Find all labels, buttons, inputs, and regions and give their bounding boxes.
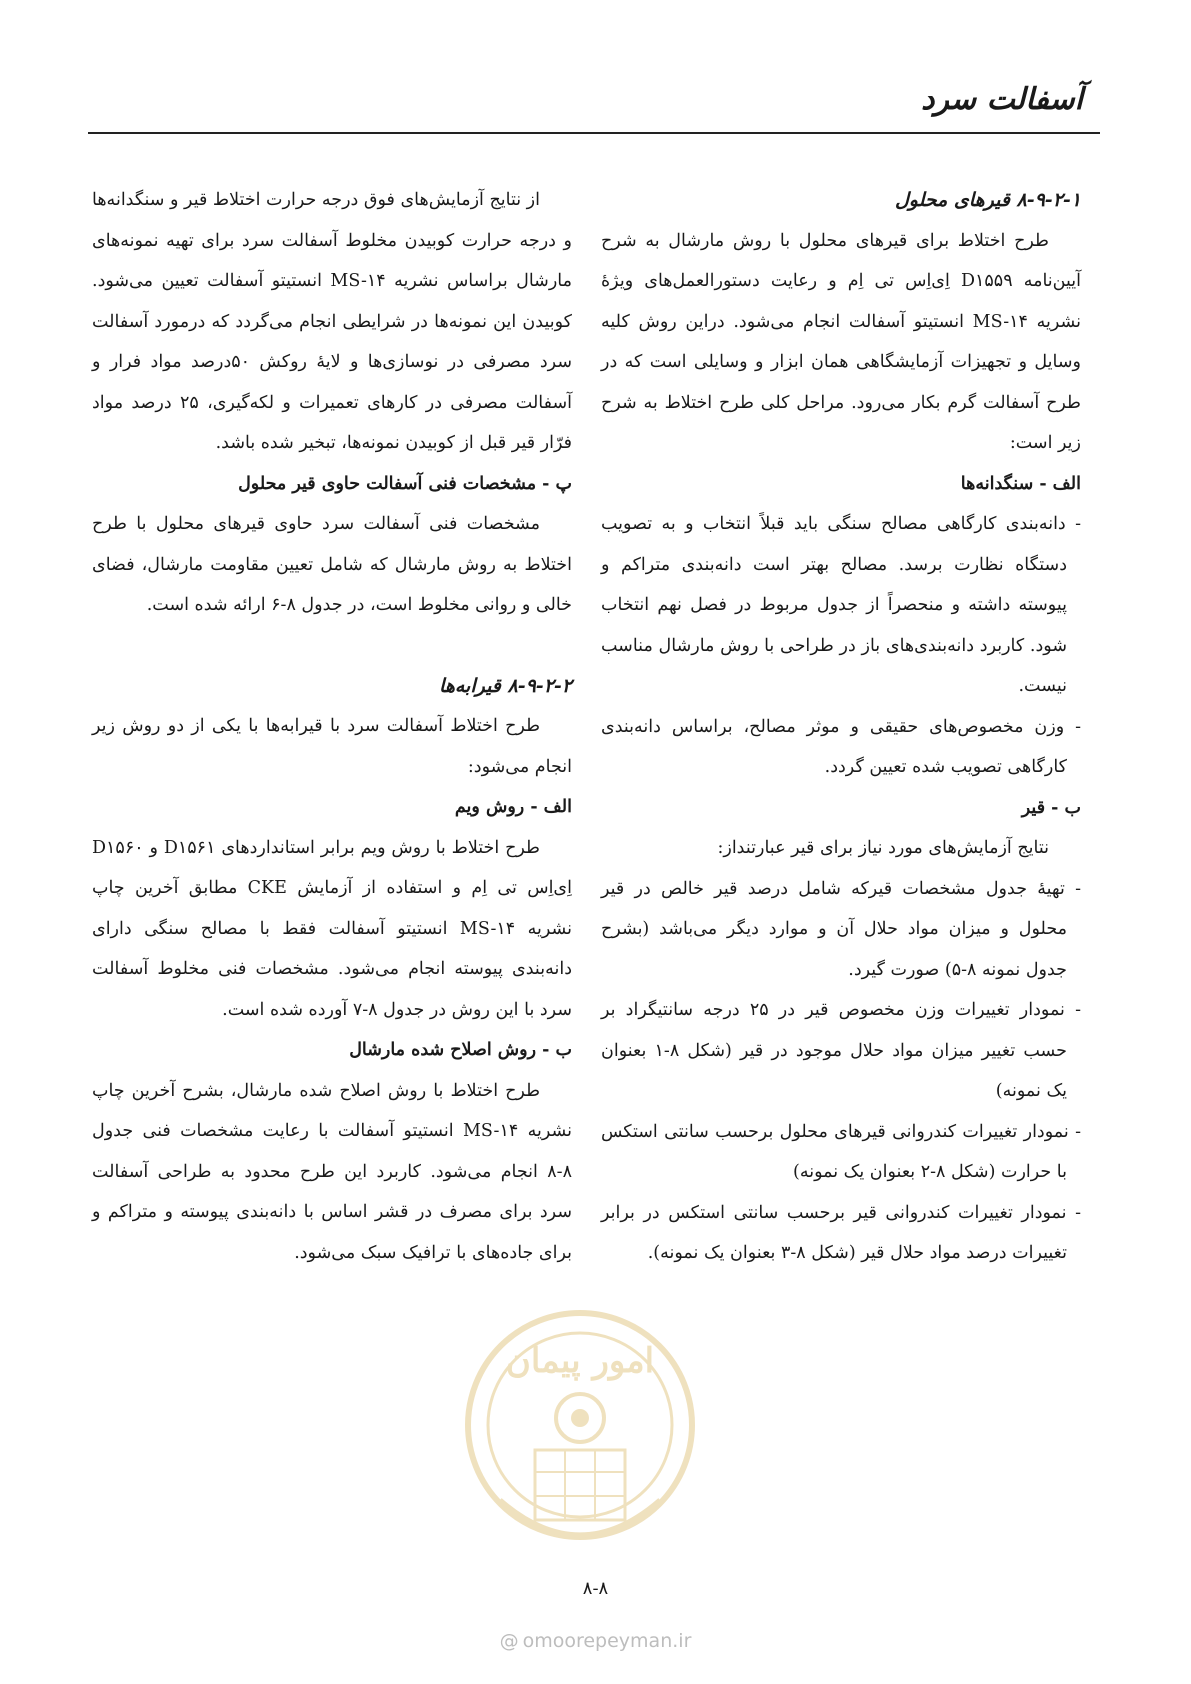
left-column xyxy=(92,180,572,1273)
subheading-veem-method: الف - روش ویم xyxy=(454,797,572,817)
section-heading-emulsions: ۸-۹-۲-۲ قیرابه‌ها xyxy=(439,674,572,697)
bullet-specific-gravity-chart: - نمودار تغییرات وزن مخصوص قیر در ۲۵ درجه سانتیگراد بر حسب تغییر میزان مواد حلال موجود در قیر (شکل ۸-۱ بعنوان یک نمونه) xyxy=(601,1000,1081,1101)
site-url: omoorepeyman.ir xyxy=(522,1630,692,1652)
paragraph-bitumen-tests: نتایج آزمایش‌های مورد نیاز برای قیر عبارتنداز: xyxy=(717,838,1049,858)
page-number: ۸-۸ xyxy=(582,1578,609,1599)
paragraph-mix-design-intro: طرح اختلاط برای قیرهای محلول با روش مارشال به شرح آیین‌نامه D۱۵۵۹ اِی‌اِس تی اِم و رعایت دستورالعمل‌های ویژهٔ نشریه MS-۱۴ انستیتو آسفالت انجام می‌شود. دراین روش کلیه وسایل و تجهیزات آزمایشگاهی همان ابزار و وسایلی است که در طرح آسفالت گرم بکار می‌رود. مراحل کلی طرح اختلاط به شرح زیر است: xyxy=(601,230,1081,453)
bullet-viscosity-temperature-chart: - نمودار تغییرات کندروانی قیرهای محلول برحسب سانتی استکس با حرارت (شکل ۸-۲ بعنوان یک نمونه) xyxy=(601,1121,1081,1182)
subheading-aggregates: الف - سنگدانه‌ها xyxy=(960,473,1081,494)
page-header-title: آسفالت سرد xyxy=(921,82,1083,117)
bullet-gradation: - دانه‌بندی کارگاهی مصالح سنگی باید قبلاً انتخاب و به تصویب دستگاه نظارت برسد. مصالح بهتر است دانه‌بندی متراکم و پیوسته داشته و منحصراً از جدول مربوط در فصل نهم انتخاب شود. کاربرد دانه‌بندی‌های باز در طراحی با روش مارشال مناسب نیست. xyxy=(601,514,1081,696)
bullet-viscosity-solvent-chart: - نمودار تغییرات کندروانی قیر برحسب سانتی استکس در برابر تغییرات درصد مواد حلال قیر (شکل ۸-۳ بعنوان یک نمونه). xyxy=(601,1202,1081,1263)
paragraph-mixing-temperature: از نتایج آزمایش‌های فوق درجه حرارت اختلاط قیر و سنگدانه‌ها و درجه حرارت کوبیدن مخلوط آسفالت سرد برای تهیه نمونه‌های مارشال براساس نشریه MS-۱۴ انستیتو آسفالت تعیین می‌شود. کوبیدن این نمونه‌ها در شرایطی انجام می‌گردد که درمورد آسفالت سرد مصرفی در نوسازی‌ها و لایهٔ روکش ۵۰درصد مواد فرار و آسفالت مصرفی در کارهای تعمیرات و لکه‌گیری، ۲۵ درصد مواد فرّار قیر قبل از کوبیدن نمونه‌ها، تبخیر شده باشد. xyxy=(92,190,572,453)
bullet-bitumen-table: - تهیهٔ جدول مشخصات قیرکه شامل درصد قیر خالص در قیر محلول و میزان مواد حلال آن و موارد دیگر می‌باشد (بشرح جدول نمونه ۸-۵) صورت گیرد. xyxy=(601,878,1081,980)
subheading-bitumen: ب - قیر xyxy=(1021,797,1081,818)
watermark-text: امور پیمان xyxy=(505,1341,655,1381)
site-watermark xyxy=(0,1630,1191,1652)
right-column xyxy=(601,180,1081,1274)
subheading-technical-specs: پ - مشخصات فنی آسفالت حاوی قیر محلول xyxy=(238,473,572,494)
bullet-specific-gravity: - وزن مخصوص‌های حقیقی و موثر مصالح، براساس دانه‌بندی کارگاهی تصویب شده تعیین گردد. xyxy=(601,716,1081,777)
header-rule xyxy=(88,132,1100,134)
watermark-seal-logo xyxy=(460,1300,700,1590)
paragraph-modified-marshall: طرح اختلاط با روش اصلاح شده مارشال، بشرح آخرین چاپ نشریه MS-۱۴ انستیتو آسفالت با رعایت مشخصات فنی جدول ۸-۸ انجام می‌شود. کاربرد این طرح محدود به طراحی آسفالت سرد برای مصرف در قشر اساس با دانه‌بندی پیوسته و متراکم و برای جاده‌های با ترافیک سبک می‌شود. xyxy=(92,1080,572,1263)
paragraph-emulsion-intro: طرح اختلاط آسفالت سرد با قیرابه‌ها با یکی از دو روش زیر انجام می‌شود: xyxy=(92,716,572,777)
paragraph-technical-specs: مشخصات فنی آسفالت سرد حاوی قیرهای محلول با طرح اختلاط به روش مارشال که شامل تعیین مقاومت مارشال، فضای خالی و روانی مخلوط است، در جدول ۸-۶ ارائه شده است. xyxy=(92,514,572,615)
section-heading-cutback-bitumen: ۸-۹-۲-۱ قیرهای محلول xyxy=(894,189,1081,211)
subheading-modified-marshall: ب - روش اصلاح شده مارشال xyxy=(349,1040,572,1060)
at-sign-icon: @ xyxy=(499,1630,519,1652)
spacer xyxy=(92,626,572,666)
paragraph-veem-method: طرح اختلاط با روش ویم برابر استانداردهای D۱۵۶۱ و D۱۵۶۰ اِی‌اِس تی اِم و استفاده از آزمایش CKE مطابق آخرین چاپ نشریه MS-۱۴ انستیتو آسفالت فقط با مصالح سنگی دارای دانه‌بندی پیوسته انجام می‌شود. مشخصات فنی مخلوط آسفالت سرد با این روش در جدول ۸-۷ آورده شده است. xyxy=(92,837,572,1020)
